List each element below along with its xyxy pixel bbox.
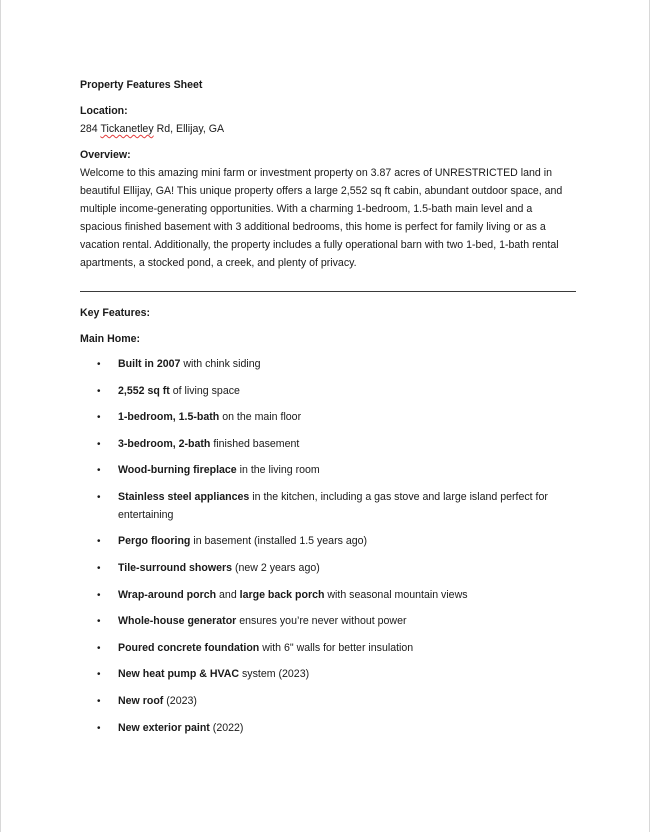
list-item: [80, 533, 576, 551]
feature-bold-text: New roof: [118, 694, 164, 707]
feature-bold-text: New exterior paint: [118, 721, 210, 734]
overview-label: Overview:: [80, 149, 131, 161]
location-section: [80, 102, 576, 138]
feature-bold-text: Stainless steel appliances: [118, 490, 250, 503]
list-item: [80, 356, 576, 374]
feature-text-2: with seasonal mountain views: [324, 588, 468, 601]
bullet-icon: •: [97, 695, 101, 707]
feature-text: ensures you’re never without power: [236, 615, 407, 628]
feature-bold-text: Whole-house generator: [118, 615, 237, 628]
bullet-icon: •: [97, 536, 101, 548]
main-home-label: Main Home:: [80, 333, 141, 345]
list-item: [80, 587, 576, 605]
bullet-icon: •: [97, 642, 101, 654]
document-title: Property Features Sheet: [80, 79, 203, 91]
feature-text: (2022): [209, 721, 244, 734]
feature-bold-text: Built in 2007: [118, 358, 181, 370]
key-features-label: Key Features:: [80, 307, 151, 319]
list-item: [80, 720, 576, 738]
bullet-icon: •: [97, 385, 101, 397]
bullet-icon: •: [97, 438, 101, 450]
feature-text: and: [216, 588, 240, 601]
feature-text: (new 2 years ago): [232, 561, 320, 574]
list-item: [80, 489, 576, 525]
overview-paragraph: Welcome to this amazing mini farm or investment property on 3.87 acres of UNRESTRICTED land in beautiful Ellijay, GA! This unique property offers a large 2,552 sq ft cabin, abundant outdoor space, and multiple income-generating opportunities. With a charming 1-bedroom, 1.5-bath main level and a spacious finished basement with 3 additional bedrooms, this home is perfect for family living or as a vacation rental. Additionally, the property includes a fully operational barn with two 1-bed, 1-bath rental apartments, a stocked pond, a creek, and plenty of privacy.: [80, 167, 563, 269]
location-label: Location:: [80, 105, 128, 117]
bullet-icon: •: [97, 491, 101, 503]
feature-bold-text: 1-bedroom, 1.5-bath: [118, 411, 220, 424]
horizontal-divider: [80, 291, 576, 292]
feature-text: system (2023): [239, 668, 310, 681]
address-street-name-misspelled[interactable]: Tickanetley: [100, 123, 154, 135]
feature-text: (2023): [163, 694, 197, 707]
feature-bold-text: Tile-surround showers: [118, 561, 233, 574]
feature-text: of living space: [169, 384, 240, 397]
bullet-icon: •: [97, 359, 101, 370]
feature-text: on the main floor: [219, 411, 302, 424]
bullet-icon: •: [97, 465, 101, 477]
bullet-icon: •: [97, 669, 101, 681]
feature-bold-text: Wrap-around porch: [118, 588, 217, 601]
list-item: [80, 693, 576, 711]
bullet-icon: •: [97, 562, 101, 574]
feature-bold-text: Poured concrete foundation: [118, 641, 260, 654]
list-item: [80, 560, 576, 578]
feature-text: in the kitchen, including a gas stove and large island perfect for entertaining: [118, 490, 548, 521]
feature-text: with chink siding: [180, 358, 261, 370]
list-item: [80, 409, 576, 427]
feature-bold-text: 2,552 sq ft: [118, 384, 170, 397]
feature-bold-text: New heat pump & HVAC: [118, 668, 240, 681]
list-item: [80, 462, 576, 480]
bullet-icon: •: [97, 412, 101, 424]
bullet-icon: •: [97, 722, 101, 734]
list-item: [80, 383, 576, 401]
feature-text: with 6" walls for better insulation: [259, 641, 414, 654]
bullet-icon: •: [97, 616, 101, 628]
address-street-number: 284: [80, 123, 101, 135]
feature-text: in basement (installed 1.5 years ago): [190, 535, 368, 548]
bullet-icon: •: [97, 589, 101, 601]
feature-text: in the living room: [236, 464, 320, 477]
feature-bold-text: Pergo flooring: [118, 535, 191, 548]
feature-bold-text: Wood-burning fireplace: [118, 464, 237, 477]
overview-section: [80, 146, 576, 272]
document-body: [80, 76, 576, 746]
address-rest: Rd, Ellijay, GA: [153, 123, 225, 135]
address-line: [80, 120, 576, 138]
feature-text: finished basement: [210, 437, 300, 450]
list-item: [80, 613, 576, 631]
feature-bold-text-2: large back porch: [239, 588, 325, 601]
feature-bold-text: 3-bedroom, 2-bath: [118, 437, 211, 450]
list-item: [80, 436, 576, 454]
features-list: [80, 356, 576, 737]
list-item: [80, 640, 576, 658]
list-item: [80, 666, 576, 684]
